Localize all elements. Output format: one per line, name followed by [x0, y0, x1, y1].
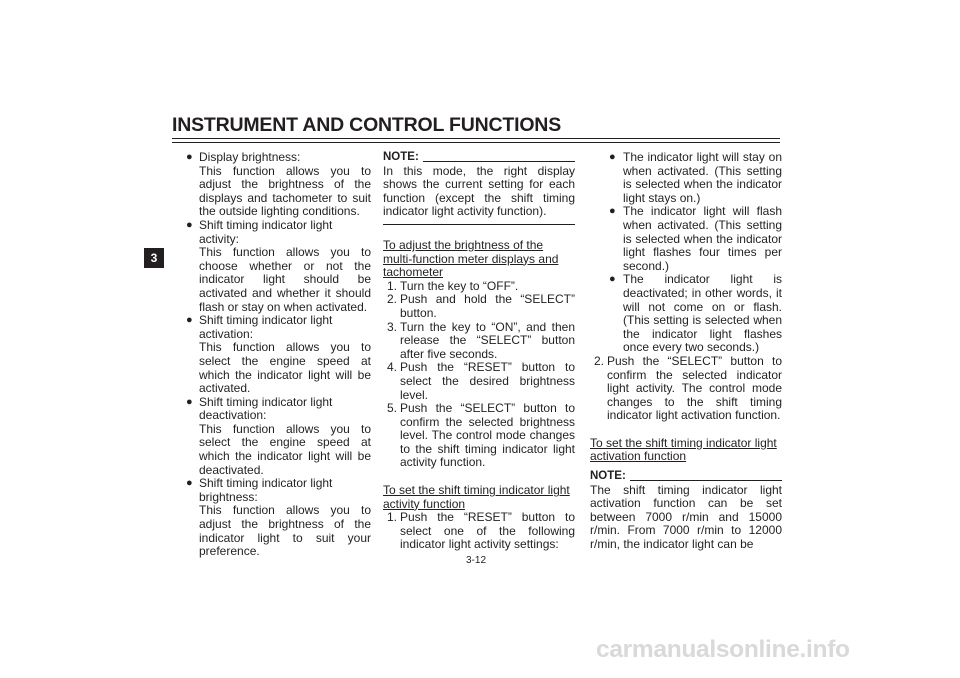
- chapter-tab: 3: [144, 248, 164, 268]
- step-item: 3. Turn the key to “ON”, and then release the “SELECT” button after five seconds.: [387, 319, 575, 361]
- column-1: [186, 151, 371, 559]
- function-label: Display brightness:: [199, 150, 301, 164]
- note-label: NOTE:: [590, 470, 626, 483]
- bullet-icon: ●: [186, 477, 193, 490]
- step-item: 4. Push the “RESET” button to select the desired brightness level.: [387, 360, 575, 402]
- function-item: [186, 219, 371, 314]
- function-description: This function allows you to choose whether or not the indicator light should be activated and whether it should flash or stay on when activated.: [199, 245, 371, 314]
- function-description: This function allows you to select the engine speed at which the indicator light will be deactivated.: [199, 421, 371, 477]
- title-rule: [172, 138, 780, 139]
- section-heading: To set the shift timing indicator light activity function: [383, 483, 570, 511]
- section-heading: To adjust the brightness of the multi-function meter displays and tachometer: [383, 237, 559, 280]
- function-label: Shift timing indicator light activation:: [199, 313, 333, 341]
- setting-item: ● The indicator light will stay on when activated. (This setting is selected when the indicator light stays on.): [609, 150, 782, 205]
- note-header: [383, 151, 575, 165]
- function-item: [186, 477, 371, 559]
- function-item: [186, 151, 371, 219]
- page-title: INSTRUMENT AND CONTROL FUNCTIONS: [172, 114, 561, 136]
- step-item: 2. Push the “SELECT” button to confirm the selected indicator light activity. The control mode changes to the shift timing indicator light activation function.: [594, 353, 782, 423]
- section-heading: To set the shift timing indicator light activation function: [590, 435, 777, 464]
- step-item: 1. Push the “RESET” button to select one of the following indicator light activity settings:: [387, 510, 575, 552]
- note-text: The shift timing indicator light activation function can be set between 7000 r/min and 15000 r/min. From 7000 r/min to 12000 r/min, the indicator light can be: [590, 482, 782, 552]
- bullet-icon: ●: [186, 151, 193, 163]
- function-description: This function allows you to select the engine speed at which the indicator light will be activated.: [199, 340, 371, 396]
- note-label: NOTE:: [383, 151, 419, 163]
- watermark: carmanualsonline.info: [596, 636, 850, 663]
- setting-item: ● The indicator light is deactivated; in other words, it will not come on or flash. (This setting is selected when the indicator light flashes once every two seconds.): [609, 272, 782, 355]
- step-item: 5. Push the “SELECT” button to confirm the selected brightness level. The control mode changes to the shift timing indicator light activity function.: [387, 401, 575, 470]
- page-number: 3-12: [466, 555, 487, 566]
- bullet-icon: ●: [609, 273, 616, 286]
- step-item: 1. Turn the key to “OFF”.: [387, 278, 519, 293]
- function-label: Shift timing indicator light deactivation:: [199, 394, 333, 423]
- function-item: [186, 314, 371, 396]
- setting-item: ● The indicator light will flash when activated. (This setting is selected when the indicator light flashes four times per second.): [609, 204, 782, 273]
- note-text: In this mode, the right display shows the current setting for each function (except the shift timing indicator light activity function).: [383, 163, 575, 219]
- title-rule-secondary: [172, 142, 780, 143]
- function-description: This function allows you to adjust the brightness of the displays and tachometer to suit the outside lighting conditions.: [199, 163, 371, 219]
- function-label: Shift timing indicator light brightness:: [199, 476, 333, 504]
- step-item: 2. Push and hold the “SELECT” button.: [387, 292, 575, 320]
- bullet-icon: ●: [186, 395, 193, 408]
- column-3: [590, 151, 782, 552]
- bullet-icon: ●: [186, 218, 193, 231]
- bullet-icon: ●: [609, 205, 616, 218]
- column-2: [383, 151, 575, 552]
- note-header: [590, 470, 782, 484]
- bullet-icon: ●: [186, 314, 193, 327]
- bullet-icon: ●: [609, 151, 616, 163]
- function-description: This function allows you to adjust the brightness of the indicator light to suit your preference.: [199, 503, 371, 559]
- function-item: [186, 396, 371, 478]
- function-label: Shift timing indicator light activity:: [199, 217, 333, 246]
